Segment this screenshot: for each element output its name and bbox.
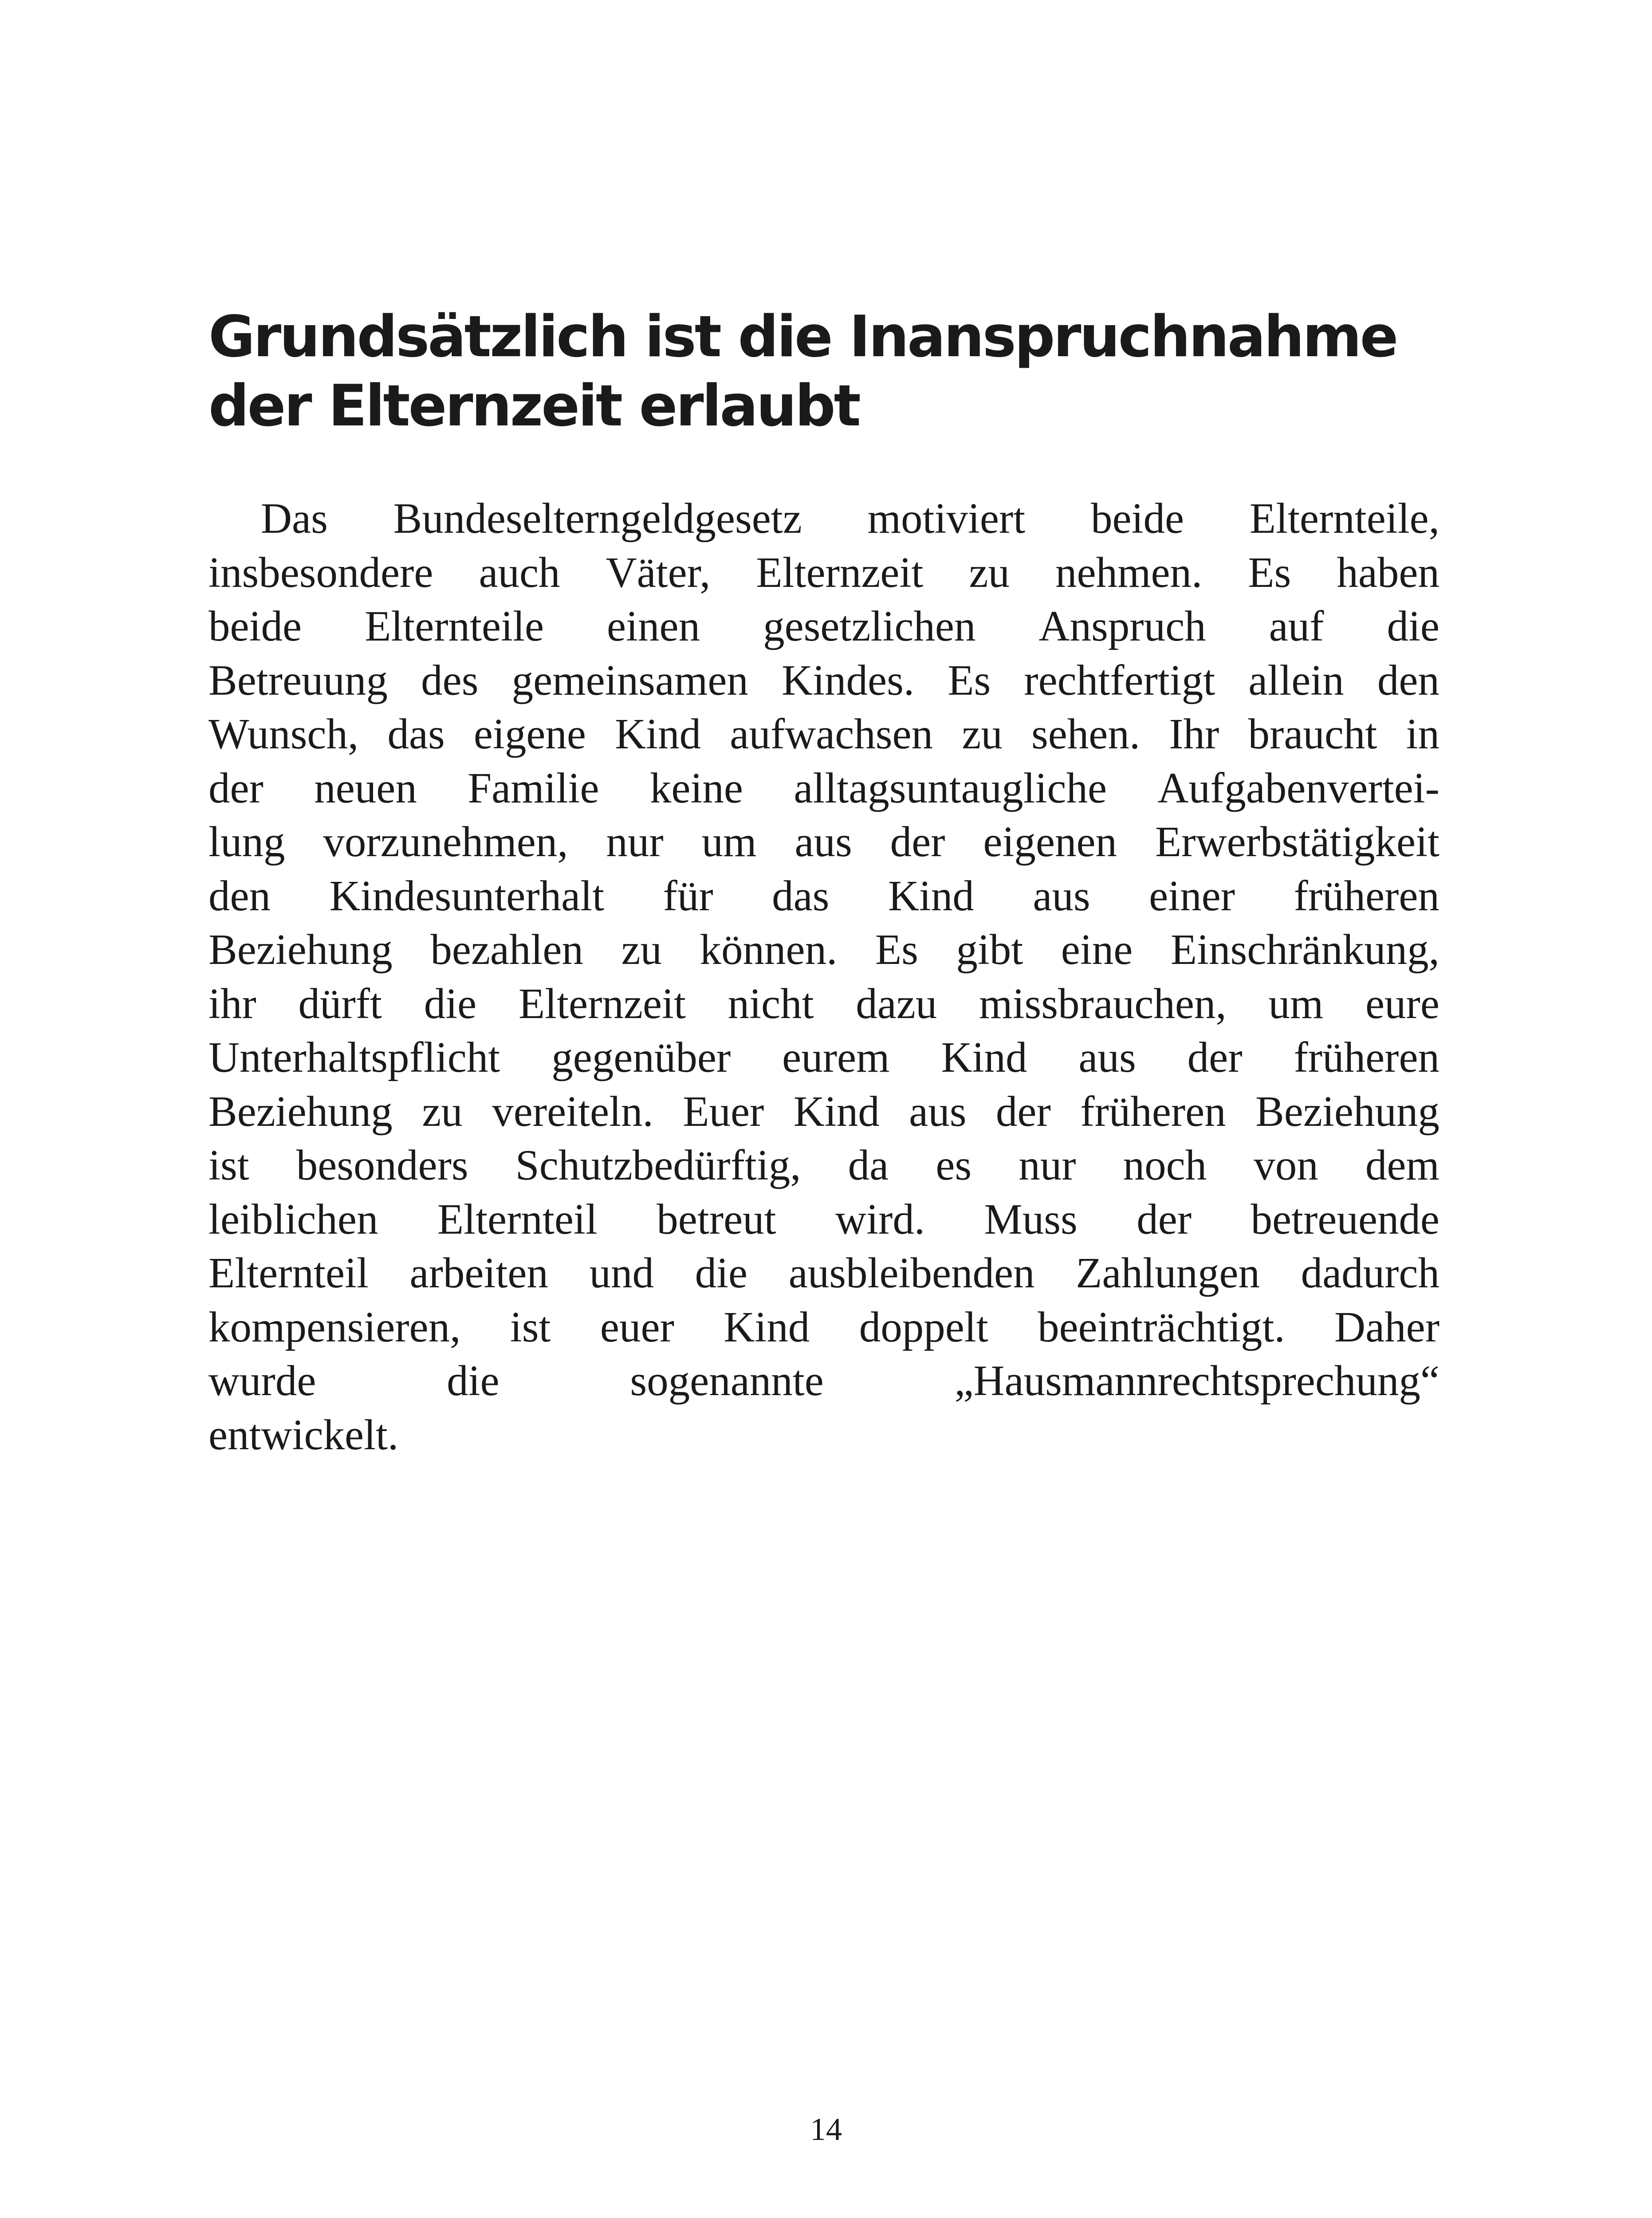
paragraph-line: lung vorzunehmen, nur um aus der eigenen Erwerbstätigkeit: [208, 818, 1440, 865]
paragraph-line: den Kindesunterhalt für das Kind aus einer früheren: [208, 872, 1440, 920]
section-heading: [208, 303, 1446, 441]
body-paragraph: [208, 492, 1440, 1462]
paragraph-line: Das Bundeselterngeldgesetz motiviert beide Elternteile,: [261, 495, 1440, 542]
paragraph-line: der neuen Familie keine alltagsuntaugliche Aufgabenvertei-: [208, 764, 1440, 812]
paragraph-line: insbesondere auch Väter, Elternzeit zu nehmen. Es haben: [208, 548, 1440, 596]
page-number: 14: [810, 2112, 842, 2147]
paragraph-line: Wunsch, das eigene Kind aufwachsen zu sehen. Ihr braucht in: [208, 710, 1440, 758]
paragraph-line: wurde die sogenannte „Hausmannrechtsprechung“: [208, 1357, 1440, 1404]
paragraph-line: Elternteil arbeiten und die ausbleibenden Zahlungen dadurch: [208, 1249, 1440, 1297]
paragraph-line: ist besonders Schutzbedürftig, da es nur noch von dem: [208, 1141, 1440, 1189]
paragraph-line: Beziehung zu vereiteln. Euer Kind aus der früheren Beziehung: [208, 1087, 1440, 1135]
heading-line-1: Grundsätzlich ist die Inanspruchnahme: [208, 304, 1397, 370]
paragraph-line: Beziehung bezahlen zu können. Es gibt eine Einschränkung,: [208, 926, 1440, 973]
paragraph-line: kompensieren, ist euer Kind doppelt beeinträchtigt. Daher: [208, 1303, 1440, 1351]
heading-line-2: der Elternzeit erlaubt: [208, 373, 859, 439]
paragraph-line: Betreuung des gemeinsamen Kindes. Es rechtfertigt allein den: [208, 656, 1440, 704]
paragraph-line: entwickelt.: [208, 1411, 399, 1459]
paragraph-line: beide Elternteile einen gesetzlichen Anspruch auf die: [208, 602, 1440, 650]
paragraph-line: ihr dürft die Elternzeit nicht dazu missbrauchen, um eure: [208, 979, 1440, 1027]
paragraph-line: leiblichen Elternteil betreut wird. Muss der betreuende: [208, 1195, 1440, 1243]
paragraph-line: Unterhaltspflicht gegenüber eurem Kind aus der früheren: [208, 1034, 1440, 1081]
